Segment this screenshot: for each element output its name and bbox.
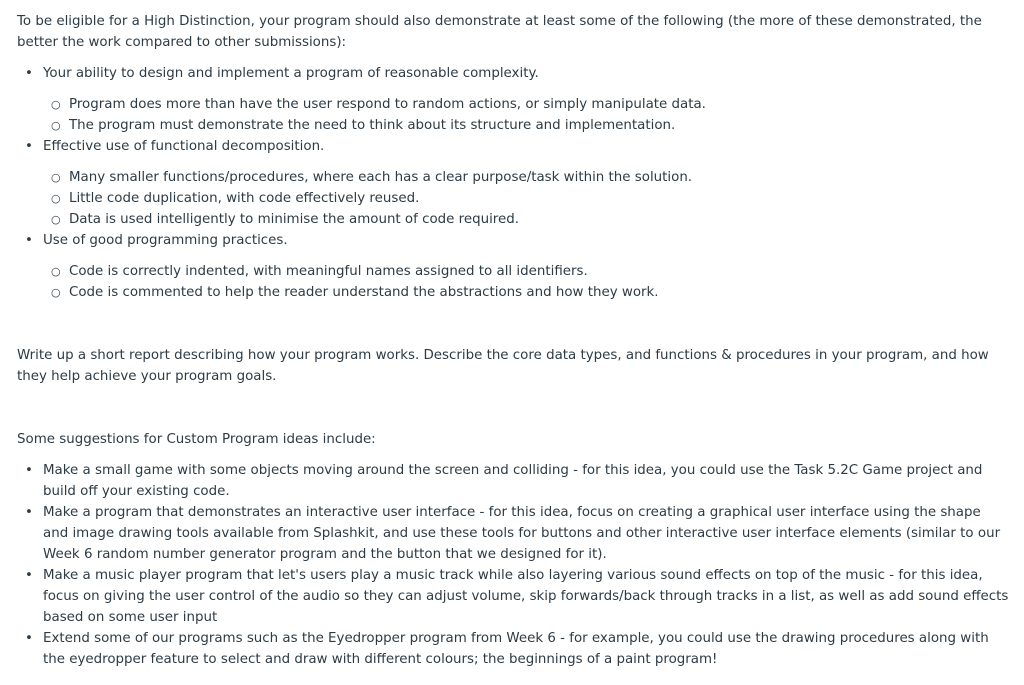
bullet-icon: • — [25, 631, 33, 646]
suggestion-item — [17, 460, 1010, 502]
criteria-subitem — [43, 282, 1010, 303]
criteria-subitems — [43, 167, 1010, 230]
circle-bullet-icon: ○ — [51, 98, 61, 111]
suggestions-list — [17, 460, 1010, 670]
suggestion-item — [17, 565, 1010, 628]
circle-bullet-icon: ○ — [51, 213, 61, 226]
criteria-subitem — [43, 115, 1010, 136]
criteria-subitem-text: Code is commented to help the reader understand the abstractions and how they work. — [69, 285, 659, 300]
criteria-list — [17, 63, 1010, 303]
report-paragraph: Write up a short report describing how your program works. Describe the core data types, and functions & procedures in your program, and how they help achieve your program goals. — [17, 348, 989, 384]
criteria-subitems — [43, 94, 1010, 136]
criteria-subitem-text: The program must demonstrate the need to think about its structure and implementation. — [69, 118, 676, 133]
criteria-subitem-text: Little code duplication, with code effectively reused. — [69, 191, 420, 206]
criteria-item — [17, 63, 1010, 136]
criteria-subitem — [43, 188, 1010, 209]
criteria-subitem-text: Data is used intelligently to minimise the amount of code required. — [69, 212, 520, 227]
suggestion-text: Make a program that demonstrates an interactive user interface - for this idea, focus on creating a graphical user interface using the shape and image drawing tools available from Splashkit, and use these tools for buttons and other interactive user interface elements (similar to our Week 6 random number generator program and the button that we designed for it). — [43, 505, 1001, 562]
criteria-subitem — [43, 209, 1010, 230]
criteria-subitem-text: Code is correctly indented, with meaningful names assigned to all identifiers. — [69, 264, 588, 279]
bullet-icon: • — [25, 139, 33, 154]
criteria-subitem — [43, 167, 1010, 188]
criteria-item — [17, 136, 1010, 230]
criteria-item-text: Effective use of functional decomposition. — [43, 139, 325, 154]
criteria-subitem-text: Many smaller functions/procedures, where each has a clear purpose/task within the solution. — [69, 170, 693, 185]
criteria-subitem — [43, 261, 1010, 282]
criteria-item-text: Your ability to design and implement a program of reasonable complexity. — [43, 66, 539, 81]
criteria-item-text: Use of good programming practices. — [43, 233, 288, 248]
suggestion-text: Make a small game with some objects moving around the screen and colliding - for this idea, you could use the Task 5.2C Game project and build off your existing code. — [43, 463, 983, 499]
criteria-subitem-text: Program does more than have the user respond to random actions, or simply manipulate data. — [69, 97, 706, 112]
circle-bullet-icon: ○ — [51, 286, 61, 299]
criteria-subitem — [43, 94, 1010, 115]
criteria-subitems — [43, 261, 1010, 303]
suggestion-item — [17, 502, 1010, 565]
bullet-icon: • — [25, 463, 33, 478]
bullet-icon: • — [25, 233, 33, 248]
bullet-icon: • — [25, 568, 33, 583]
suggestion-text: Make a music player program that let's users play a music track while also layering various sound effects on top of the music - for this idea, focus on giving the user control of the audio so they can adjust volume, skip forwards/back through tracks in a list, as well as add sound effects based on some user input — [43, 568, 1009, 625]
intro-paragraph: To be eligible for a High Distinction, your program should also demonstrate at least some of the following (the more of these demonstrated, the better the work compared to other submissions): — [17, 14, 982, 50]
circle-bullet-icon: ○ — [51, 192, 61, 205]
suggestion-item — [17, 628, 1010, 670]
bullet-icon: • — [25, 66, 33, 81]
suggestions-intro: Some suggestions for Custom Program ideas include: — [17, 432, 376, 447]
circle-bullet-icon: ○ — [51, 265, 61, 278]
criteria-item — [17, 230, 1010, 303]
circle-bullet-icon: ○ — [51, 119, 61, 132]
circle-bullet-icon: ○ — [51, 171, 61, 184]
bullet-icon: • — [25, 505, 33, 520]
suggestion-text: Extend some of our programs such as the Eyedropper program from Week 6 - for example, you could use the drawing procedures along with the eyedropper feature to select and draw with different colours; the beginnings of a paint program! — [43, 631, 989, 667]
